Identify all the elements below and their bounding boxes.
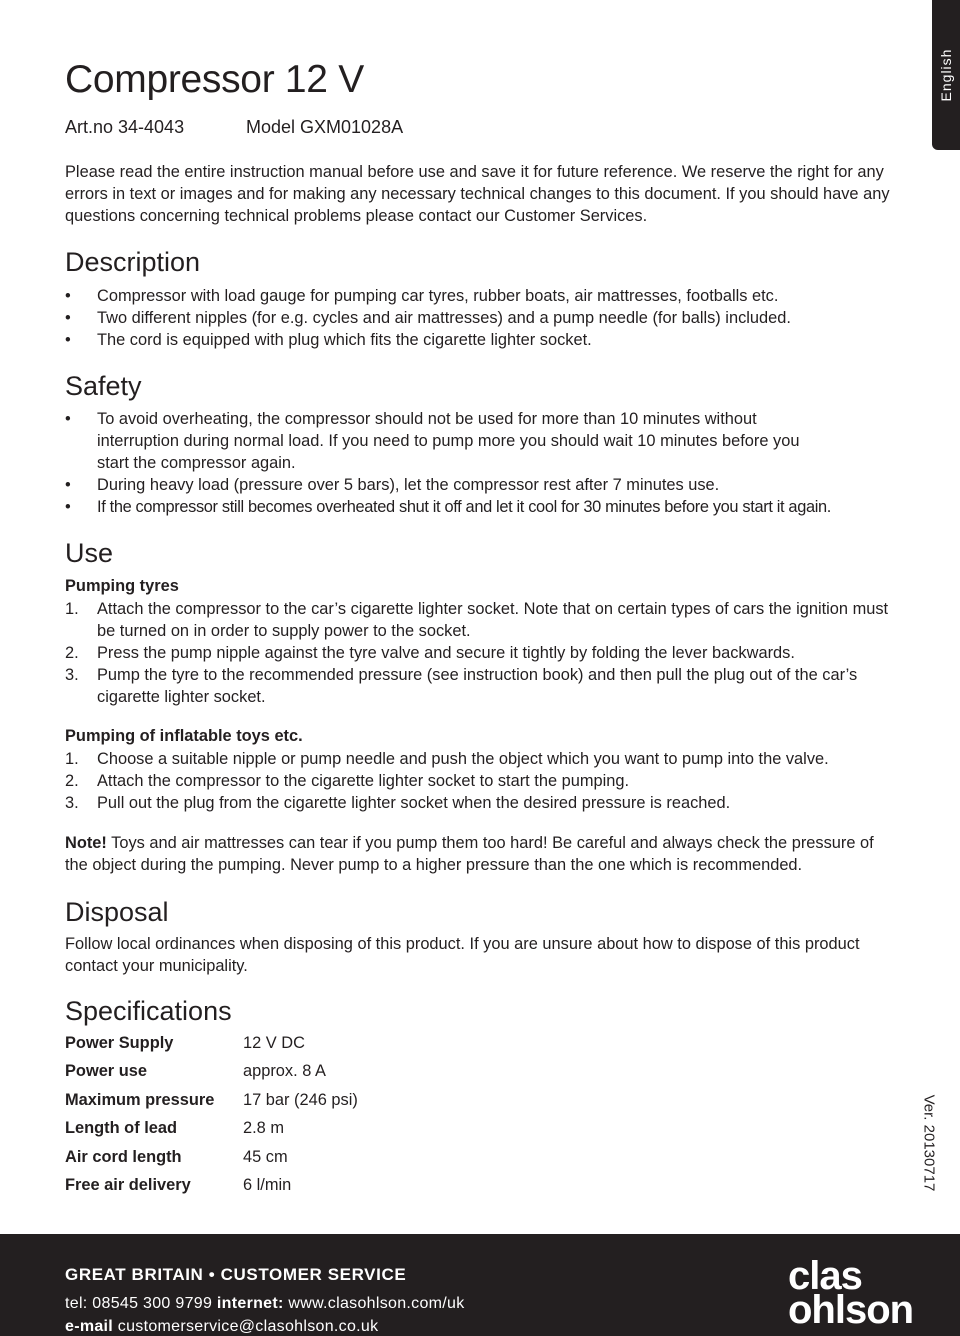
spec-label: Power use	[65, 1062, 147, 1081]
list-item	[65, 792, 895, 814]
list-item: • During heavy load (pressure over 5 bars), let the compressor rest after 7 minutes use.	[65, 474, 895, 496]
spec-value: 12 V DC	[243, 1033, 305, 1052]
spec-value: 6 l/min	[243, 1176, 292, 1195]
step-number: 3.	[65, 666, 79, 684]
footer	[0, 1234, 960, 1336]
pumping-toys-heading: Pumping of inflatable toys etc.	[65, 727, 303, 745]
language-tab-label: English	[938, 48, 954, 102]
table-row	[65, 1143, 358, 1172]
description-heading: Description	[65, 247, 201, 277]
note-text: Toys and air mattresses can tear if you pump them too hard! Be careful and always check the pressure of the object during the pumping. Never pump to a higher pressure than the one which is recommended.	[65, 834, 874, 874]
step-text: Attach the compressor to the cigarette lighter socket to start the pumping.	[97, 772, 630, 790]
spec-label: Length of lead	[65, 1119, 177, 1138]
list-item	[65, 748, 895, 770]
pumping-toys-steps	[65, 748, 895, 814]
footer-contact-line	[65, 1295, 465, 1313]
step-number: 1.	[65, 750, 79, 768]
step-number: 2.	[65, 772, 79, 790]
table-row	[65, 1029, 358, 1058]
spec-label: Free air delivery	[65, 1176, 191, 1195]
table-row	[65, 1115, 358, 1144]
step-text: Choose a suitable nipple or pump needle and push the object which you want to pump into the valve.	[97, 750, 829, 768]
use-heading: Use	[65, 538, 114, 568]
language-tab	[932, 0, 960, 150]
spec-value: 2.8 m	[243, 1119, 284, 1138]
spec-label: Power Supply	[65, 1033, 174, 1052]
list-item: • To avoid overheating, the compressor should not be used for more than 10 minutes without interruption during normal load. If you need to pump more you should wait 10 minutes before you start the compressor again.	[65, 408, 895, 474]
disposal-text: Follow local ordinances when disposing of this product. If you are unsure about how to dispose of this product contact your municipality.	[65, 935, 860, 975]
list-item	[65, 642, 895, 664]
tel-number[interactable]: 08545 300 9799	[87, 1295, 217, 1312]
list-item: • Two different nipples (for e.g. cycles and air mattresses) and a pump needle (for balls) included.	[65, 307, 895, 329]
step-number: 1.	[65, 600, 79, 618]
step-text: Press the pump nipple against the tyre valve and secure it tightly by folding the lever backwards.	[97, 644, 795, 662]
art-number: Art.no 34-4043	[65, 117, 185, 137]
step-number: 3.	[65, 794, 79, 812]
footer-email-line	[65, 1318, 378, 1336]
intro-paragraph: Please read the entire instruction manual before use and save it for future reference. We reserve the right for any errors in text or images and for making any necessary technical changes to this document. If you should have any questions concerning technical problems please contact our Customer Services.	[65, 163, 890, 225]
list-item: • The cord is equipped with plug which fits the cigarette lighter socket.	[65, 329, 895, 351]
email-label: e-mail	[65, 1318, 114, 1335]
internet-label: internet:	[216, 1295, 284, 1312]
disposal-heading: Disposal	[65, 897, 169, 927]
spec-label: Air cord length	[65, 1147, 182, 1166]
specifications-table	[65, 1029, 358, 1200]
spec-value: 45 cm	[243, 1147, 288, 1166]
step-text: Attach the compressor to the car’s cigarette lighter socket. Note that on certain types of cars the ignition must be turned on in order to supply power to the socket.	[97, 600, 889, 640]
spec-value: approx. 8 A	[243, 1062, 326, 1081]
version-label	[918, 1093, 940, 1193]
logo-line-1: clas	[788, 1254, 862, 1298]
safety-heading: Safety	[65, 371, 142, 401]
email-link[interactable]: customerservice@clasohlson.co.uk	[113, 1318, 379, 1335]
list-item: • Compressor with load gauge for pumping car tyres, rubber boats, air mattresses, footballs etc.	[65, 285, 895, 307]
list-item	[65, 664, 895, 708]
footer-title: GREAT BRITAIN • CUSTOMER SERVICE	[65, 1265, 407, 1284]
website-link[interactable]: www.clasohlson.com/uk	[283, 1295, 465, 1312]
clas-ohlson-logo	[788, 1254, 914, 1332]
table-row	[65, 1086, 358, 1115]
list-item: • If the compressor still becomes overheated shut it off and let it cool for 30 minutes before you start it again.	[65, 496, 895, 518]
note-label: Note!	[65, 834, 107, 852]
note-paragraph	[65, 832, 895, 876]
step-text: Pull out the plug from the cigarette lighter socket when the desired pressure is reached.	[97, 794, 731, 812]
spec-label: Maximum pressure	[65, 1090, 215, 1109]
model-number: Model GXM01028A	[246, 117, 404, 137]
version-text: Ver. 20130717	[920, 1094, 938, 1192]
spec-value: 17 bar (246 psi)	[243, 1090, 358, 1109]
page-title: Compressor 12 V	[65, 58, 364, 101]
logo-line-2: ohlson	[788, 1288, 914, 1332]
tel-label: tel:	[65, 1295, 88, 1312]
pumping-tyres-heading: Pumping tyres	[65, 577, 179, 595]
table-row	[65, 1058, 358, 1087]
step-text: Pump the tyre to the recommended pressure (see instruction book) and then pull the plug out of the car’s cigarette lighter socket.	[97, 666, 858, 706]
list-item	[65, 770, 895, 792]
table-row	[65, 1172, 358, 1201]
specifications-heading: Specifications	[65, 996, 232, 1026]
pumping-tyres-steps	[65, 598, 895, 708]
description-list	[65, 285, 895, 351]
list-item	[65, 598, 895, 642]
product-identifiers	[65, 117, 404, 138]
safety-list	[65, 408, 895, 518]
step-number: 2.	[65, 644, 79, 662]
